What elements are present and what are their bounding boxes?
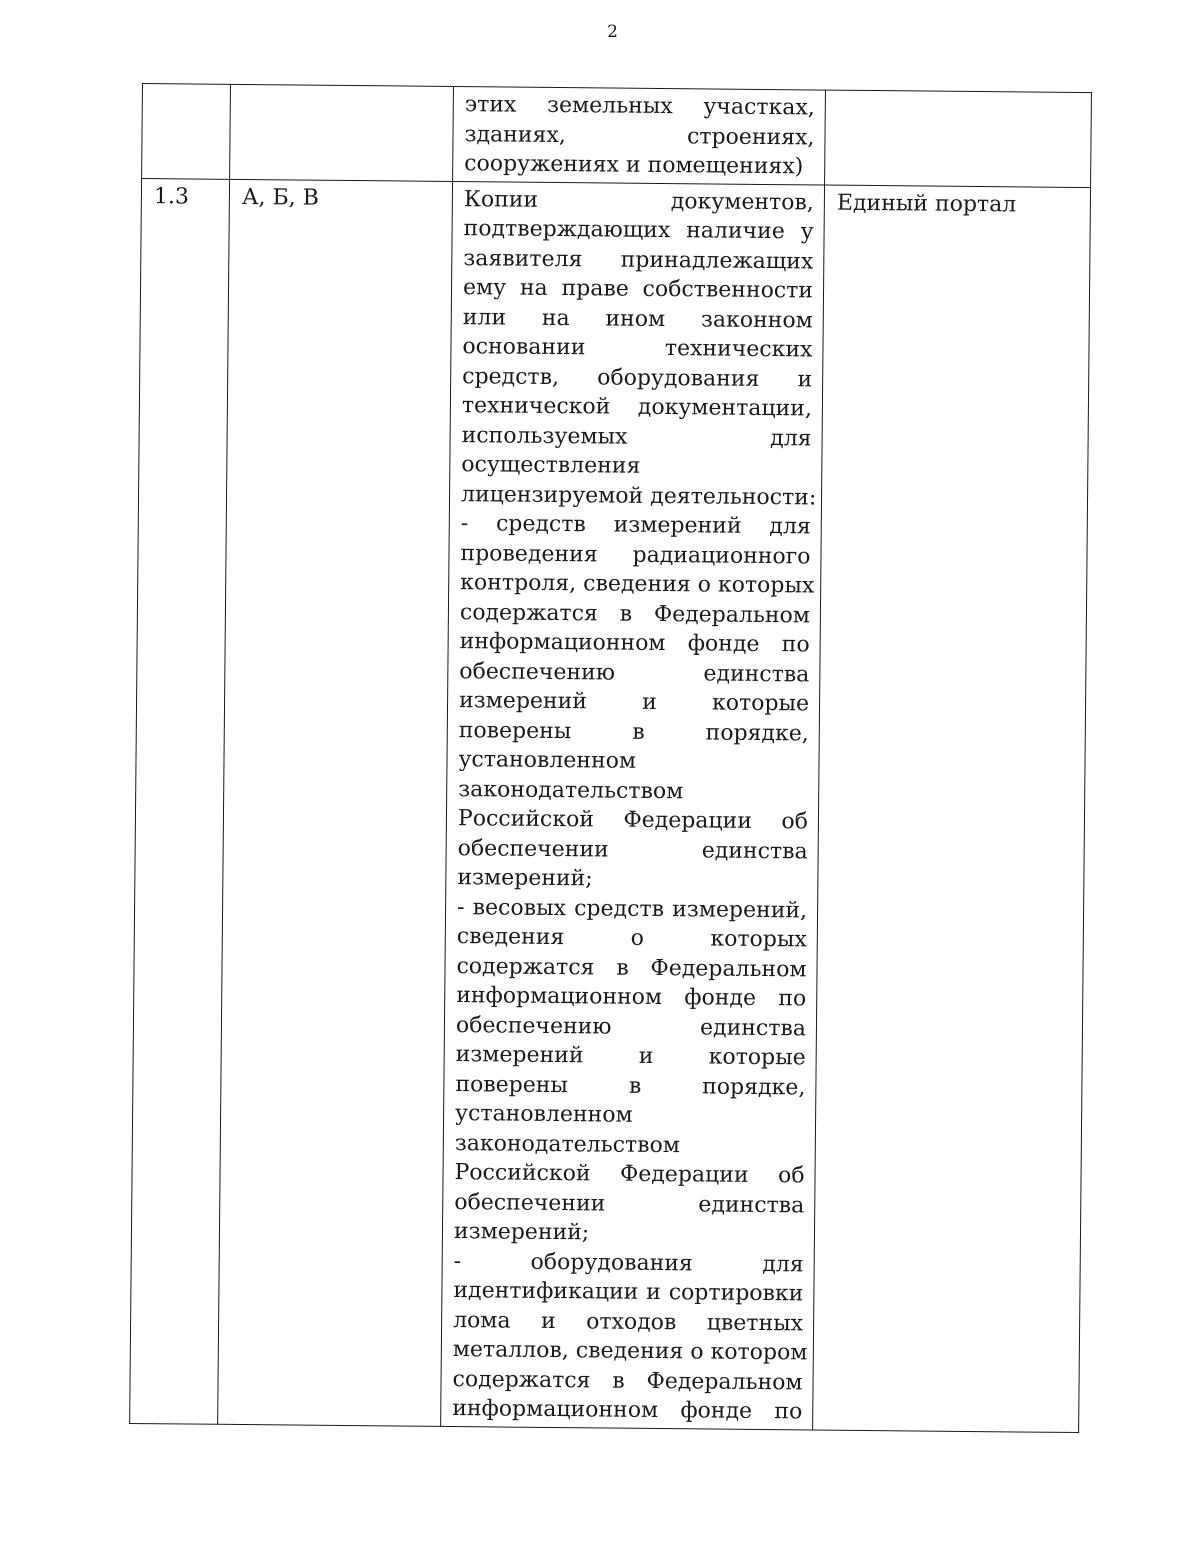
table-row	[130, 178, 1091, 1432]
text-line: Российской Федерации об	[457, 806, 809, 835]
text-line: средств, оборудования и	[462, 363, 813, 392]
text-line: технической документации,	[461, 393, 813, 422]
text-line: сведения о которых	[456, 924, 807, 953]
row-number: 1.3	[153, 183, 190, 209]
text-line: содержатся в Федеральном	[452, 1366, 803, 1395]
category-text	[231, 85, 453, 92]
text-line: законодательством	[454, 1130, 681, 1158]
table-row	[142, 84, 1092, 188]
category-cell	[230, 84, 454, 181]
text-line: установленном	[458, 747, 637, 774]
document-description	[441, 181, 824, 1429]
text-line: информационном фонде по	[459, 629, 810, 658]
source-cell	[825, 90, 1092, 187]
text-line: основании технических	[462, 334, 813, 363]
document-description-cell	[441, 181, 825, 1430]
text-line: лицензируемой деятельности:	[460, 481, 817, 510]
text-line: обеспечению единства	[459, 658, 810, 687]
text-line: идентификации и сортировки	[453, 1278, 804, 1307]
text-line: законодательством	[458, 776, 684, 804]
text-line: установленном	[455, 1101, 633, 1128]
text-line: этих земельных участках,	[464, 92, 815, 121]
row-number	[143, 84, 230, 90]
text-line: - весовых средств измерений,	[456, 894, 808, 923]
row-number-cell	[130, 178, 230, 1424]
text-line: лома и отходов цветных	[453, 1307, 804, 1336]
text-line: поверены в порядке,	[455, 1071, 806, 1100]
text-line: содержатся в Федеральном	[456, 953, 807, 982]
text-line: поверены в порядке,	[458, 717, 809, 746]
text-line: подтверждающих наличие у	[463, 216, 814, 245]
text-line: Российской Федерации об	[454, 1160, 805, 1189]
text-line: обеспечении единства	[457, 835, 808, 864]
page-number: 2	[607, 22, 618, 42]
text-line: - средств измерений для	[460, 511, 811, 540]
text-line: осуществления	[461, 452, 641, 479]
text-line: информационном фонде по	[456, 983, 807, 1012]
source-text	[826, 91, 1091, 99]
category-cell	[218, 179, 453, 1426]
category-text: А, Б, В	[241, 184, 319, 211]
row-number-cell	[142, 84, 231, 179]
text-line: проведения радиационного	[460, 540, 811, 569]
text-line: - оборудования для	[453, 1248, 804, 1277]
document-description-cell	[453, 86, 826, 184]
text-line: измерений и которые	[458, 688, 810, 717]
text-line: ему на праве собственности	[462, 275, 814, 304]
document-description	[453, 87, 825, 184]
text-line: содержатся в Федеральном	[459, 599, 811, 628]
text-line: измерений;	[453, 1219, 590, 1246]
text-line: информационном фонде по	[452, 1396, 803, 1425]
text-line: металлов, сведения о котором	[452, 1337, 808, 1366]
text-line: зданиях, строениях,	[464, 121, 815, 150]
source-cell	[813, 185, 1091, 1432]
text-line: обеспечении единства	[454, 1189, 805, 1218]
text-line: сооружениях и помещениях)	[464, 151, 804, 180]
text-line: обеспечению единства	[455, 1012, 807, 1041]
text-line: или на ином законном	[462, 304, 813, 333]
text-line: измерений;	[457, 865, 593, 892]
text-line: используемых для	[461, 422, 812, 451]
text-line: контроля, сведения о которых	[460, 570, 815, 599]
text-line: измерений и которые	[455, 1042, 806, 1071]
source-text: Единый портал	[836, 190, 1017, 217]
documents-table	[129, 83, 1092, 1433]
text-line: Копии документов,	[463, 186, 815, 215]
text-line: заявителя принадлежащих	[463, 245, 814, 274]
